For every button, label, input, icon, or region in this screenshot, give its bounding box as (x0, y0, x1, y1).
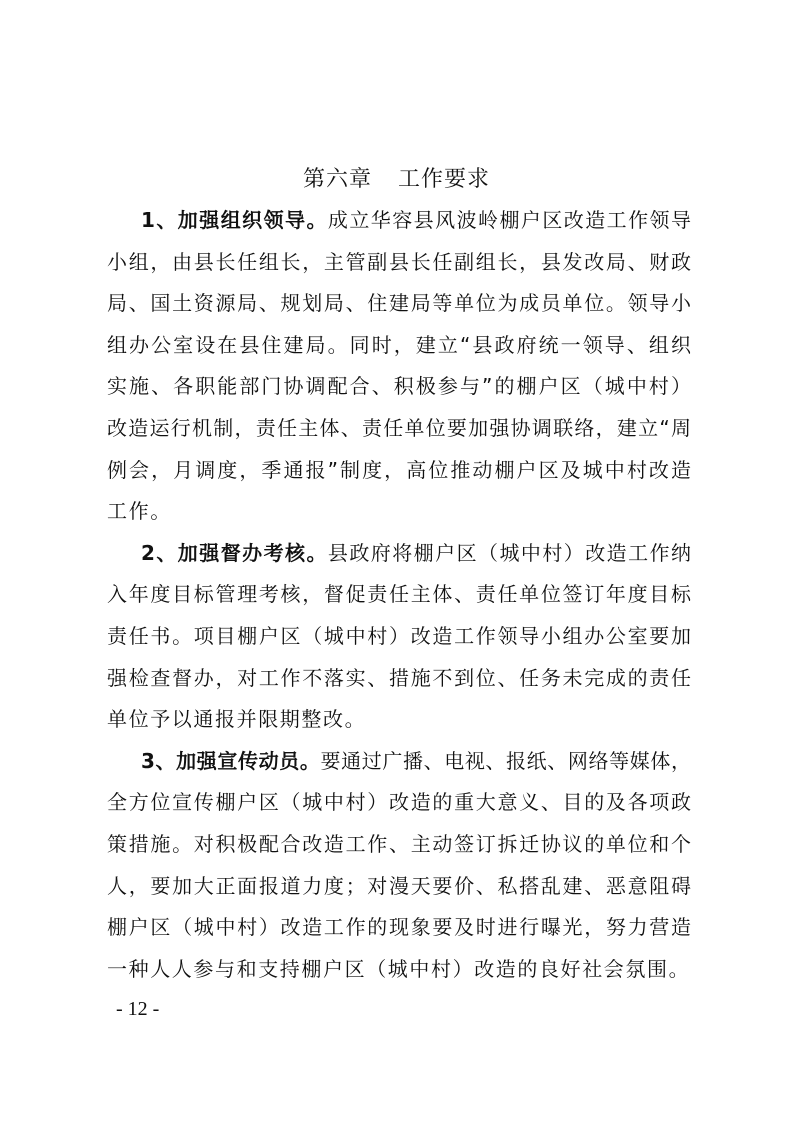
line-text: 工作。 (107, 499, 172, 524)
chapter-title (0, 162, 793, 193)
line-text: 策措施。对积极配合改造工作、主动签订拆迁协议的单位和个 (107, 831, 691, 856)
text-line (107, 866, 691, 908)
text-line (107, 450, 691, 492)
line-text: 组办公室设在县住建局。同时，建立“县政府统一领导、组织 (107, 332, 691, 357)
line-text: 实施、各职能部门协调配合、积极参与”的棚户区（城中村） (107, 374, 691, 399)
line-text: 入年度目标管理考核，督促责任主体、责任单位签订年度目标 (107, 582, 691, 607)
text-line (107, 699, 691, 741)
text-line (107, 533, 691, 575)
line-text: 小组，由县长任组长，主管副县长任副组长，县发改局、财政 (107, 249, 691, 274)
text-line (107, 658, 691, 700)
line-text: 单位予以通报并限期整改。 (107, 707, 367, 732)
line-text: 改造运行机制，责任主体、责任单位要加强协调联络，建立“周 (107, 415, 691, 440)
line-text: 县政府将棚户区（城中村）改造工作纳 (327, 540, 691, 565)
chapter-number: 第六章 (302, 167, 372, 192)
document-body (107, 200, 691, 990)
text-line (107, 574, 691, 616)
paragraph-heading: 2、加强督办考核。 (141, 540, 328, 565)
text-line (107, 408, 691, 450)
page-number: - 12 - (116, 998, 160, 1020)
text-line (107, 616, 691, 658)
text-line (107, 491, 691, 533)
paragraph (107, 533, 691, 741)
paragraph (107, 200, 691, 533)
line-text: 成立华容县风波岭棚户区改造工作领导 (327, 208, 691, 232)
text-line (107, 949, 691, 991)
line-text: 强检查督办，对工作不落实、措施不到位、任务未完成的责任 (107, 665, 691, 690)
paragraph-heading: 1、加强组织领导。 (141, 208, 328, 232)
line-text: 一种人人参与和支持棚户区（城中村）改造的良好社会氛围。 (107, 956, 691, 981)
line-text: 例会，月调度，季通报”制度，高位推动棚户区及城中村改造 (107, 457, 691, 482)
text-line (107, 325, 691, 367)
line-text: 棚户区（城中村）改造工作的现象要及时进行曝光，努力营造 (107, 915, 691, 940)
text-line (107, 283, 691, 325)
line-text: 全方位宣传棚户区（城中村）改造的重大意义、目的及各项政 (107, 790, 691, 815)
chapter-name: 工作要求 (398, 167, 491, 192)
paragraph (107, 741, 691, 991)
text-line (107, 741, 691, 783)
line-text: 要通过广播、电视、报纸、网络等媒体， (320, 748, 691, 773)
line-text: 人，要加大正面报道力度；对漫天要价、私搭乱建、恶意阻碍 (107, 873, 691, 898)
text-line (107, 907, 691, 949)
text-line (107, 782, 691, 824)
paragraph-heading: 3、加强宣传动员。 (141, 748, 321, 773)
line-text: 局、国土资源局、规划局、住建局等单位为成员单位。领导小 (107, 291, 691, 316)
text-line (107, 824, 691, 866)
text-line (107, 200, 691, 242)
line-text: 责任书。项目棚户区（城中村）改造工作领导小组办公室要加 (107, 623, 691, 648)
text-line (107, 242, 691, 284)
text-line (107, 366, 691, 408)
